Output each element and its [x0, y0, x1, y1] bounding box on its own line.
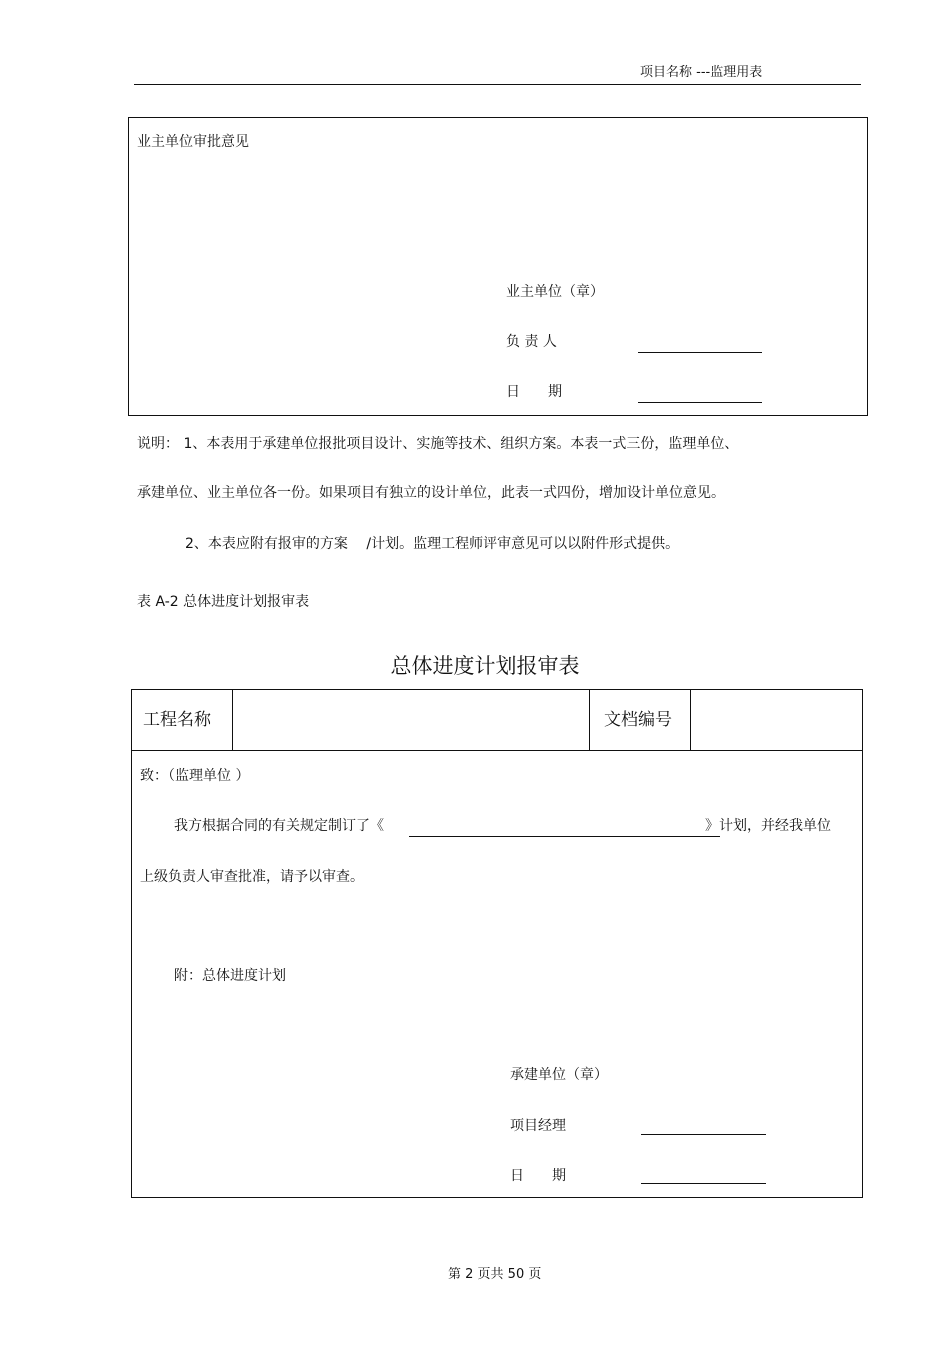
doc-number-field[interactable]: [698, 709, 853, 731]
to-supervisor-line: 致：（监理单位 ）: [140, 768, 250, 784]
table-caption: 表 A-2 总体进度计划报审表: [137, 594, 310, 610]
form-row-divider: [131, 750, 863, 751]
form-table: [131, 689, 863, 1198]
project-manager-label: 项目经理: [510, 1118, 566, 1134]
body-text-start: 我方根据合同的有关规定制订了《: [174, 818, 384, 834]
contractor-seal-label: 承建单位（章）: [510, 1067, 608, 1083]
project-manager-signature-line[interactable]: [641, 1134, 766, 1135]
form-col-divider-2: [589, 689, 590, 751]
body-text-end: 》计划，并经我单位: [705, 818, 831, 834]
owner-seal-label: 业主单位（章）: [506, 284, 604, 300]
plan-name-blank[interactable]: [409, 836, 720, 837]
body-text-line-2: 上级负责人审查批准，请予以审查。: [140, 869, 364, 885]
running-header: 项目名称 ---监理用表: [640, 65, 763, 80]
owner-approval-box: [128, 117, 868, 416]
form-col-divider-3: [690, 689, 691, 751]
note-line-1: 说明： 1、本表用于承建单位报批项目设计、实施等技术、组织方案。本表一式三份，监理单位、: [137, 436, 739, 452]
page-footer: 第 2 页共 50 页: [448, 1267, 542, 1282]
project-name-label: 工程名称: [143, 710, 211, 730]
note-line-3: 2、本表应附有报审的方案 /计划。监理工程师评审意见可以以附件形式提供。: [185, 536, 680, 552]
form-col-divider-1: [232, 689, 233, 751]
owner-approval-title: 业主单位审批意见: [137, 134, 249, 150]
owner-date-label: 日 期: [506, 384, 562, 400]
form-date-label: 日 期: [510, 1168, 566, 1184]
form-title: 总体进度计划报审表: [390, 654, 580, 678]
header-rule: [134, 84, 861, 85]
doc-number-label: 文档编号: [604, 710, 672, 730]
owner-responsible-label: 负 责 人: [506, 334, 557, 350]
note-line-2: 承建单位、业主单位各一份。如果项目有独立的设计单位，此表一式四份，增加设计单位意见。: [137, 485, 725, 501]
project-name-field[interactable]: [240, 709, 580, 731]
attachment-line: 附：总体进度计划: [174, 968, 286, 984]
form-date-line[interactable]: [641, 1183, 766, 1184]
owner-responsible-signature-line[interactable]: [638, 352, 762, 353]
owner-date-line[interactable]: [638, 402, 762, 403]
